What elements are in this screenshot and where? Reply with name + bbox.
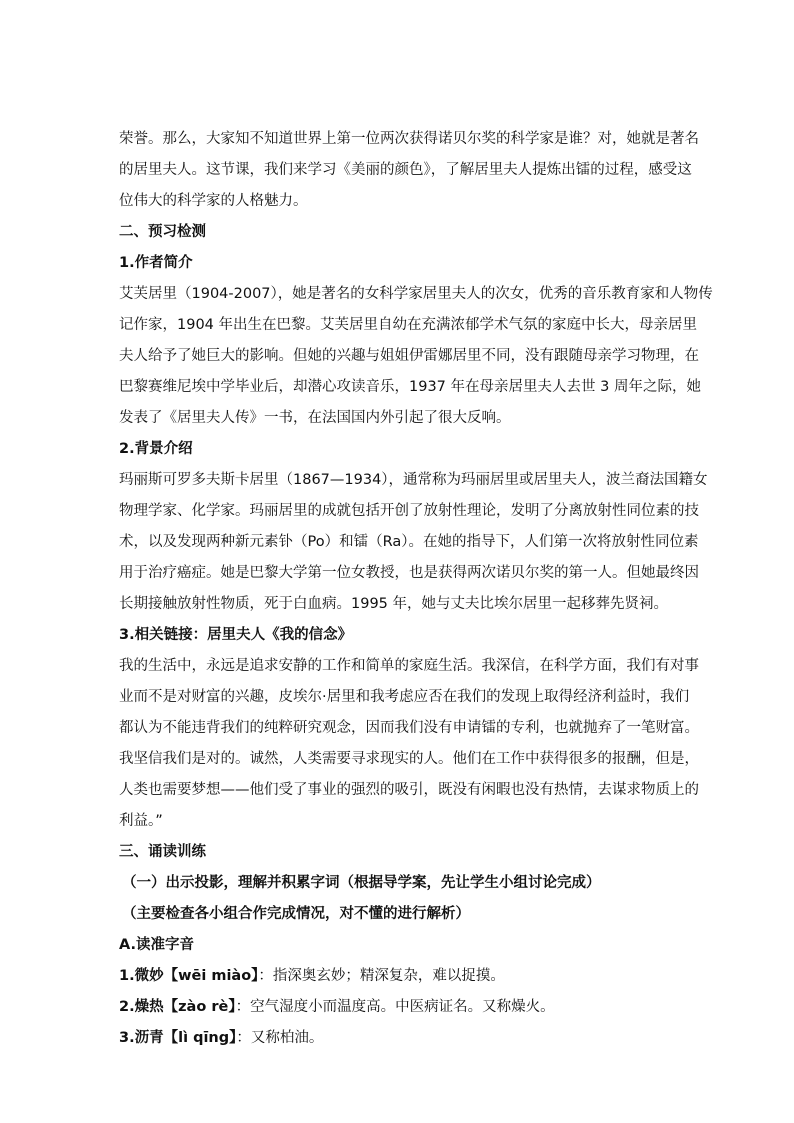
background-line: 长期接触放射性物质，死于白血病。1995 年，她与丈夫比埃尔居里一起移葬先贤祠。 bbox=[119, 596, 669, 612]
author-line: 巴黎赛维尼埃中学毕业后，却潜心攻读音乐，1937 年在母亲居里夫人去世 3 周年之际，她 bbox=[119, 379, 701, 395]
author-line: 发表了《居里夫人传》一书，在法国国内外引起了很大反响。 bbox=[119, 410, 511, 426]
intro-line: 荣誉。那么，大家知不知道世界上第一位两次获得诺贝尔奖的科学家是谁？对，她就是著名 bbox=[119, 131, 699, 147]
link-line: 业而不是对财富的兴趣，皮埃尔·居里和我考虑应否在我们的发现上取得经济利益时，我们 bbox=[119, 689, 690, 705]
subsection-heading: 3.相关链接：居里夫人《我的信念》 bbox=[119, 627, 353, 643]
author-line: 艾芙居里（1904-2007），她是著名的女科学家居里夫人的次女，优秀的音乐教育家和人物传 bbox=[119, 286, 713, 302]
vocab-item bbox=[119, 961, 689, 992]
step-note: （主要检查各小组合作完成情况，对不懂的进行解析） bbox=[122, 906, 470, 922]
background-line: 术，以及发现两种新元素钋（Po）和镭（Ra）。在她的指导下，人们第一次将放射性同位素 bbox=[119, 534, 699, 550]
vocab-item bbox=[119, 992, 689, 1023]
subsection-heading: 2.背景介绍 bbox=[119, 441, 193, 457]
vocab-word: 3.沥青【lì qīng】 bbox=[119, 1030, 237, 1046]
section-heading: 二、预习检测 bbox=[119, 224, 206, 240]
vocab-word: 1.微妙【wēi miào】 bbox=[119, 968, 259, 984]
section-heading: 三、诵读训练 bbox=[119, 844, 206, 860]
background-line: 物理学家、化学家。玛丽居里的成就包括开创了放射性理论，发明了分离放射性同位素的技 bbox=[119, 503, 699, 519]
step-heading: （一）出示投影，理解并积累字词（根据导学案，先让学生小组讨论完成） bbox=[122, 875, 601, 891]
author-line: 夫人给予了她巨大的影响。但她的兴趣与姐姐伊雷娜居里不同，没有跟随母亲学习物理，在 bbox=[119, 348, 699, 364]
background-line: 用于治疗癌症。她是巴黎大学第一位女教授，也是获得两次诺贝尔奖的第一人。但她最终因 bbox=[119, 565, 699, 581]
link-line: 我的生活中，永远是追求安静的工作和简单的家庭生活。我深信，在科学方面，我们有对事 bbox=[119, 658, 699, 674]
vocab-definition: ：空气湿度小而温度高。中医病证名。又称燥火。 bbox=[235, 999, 555, 1015]
vocab-word: 2.燥热【zào rè】 bbox=[119, 999, 236, 1015]
vocab-definition: ：指深奥玄妙；精深复杂，难以捉摸。 bbox=[258, 968, 505, 984]
vocab-definition: ：又称柏油。 bbox=[236, 1030, 324, 1046]
link-line: 人类也需要梦想——他们受了事业的强烈的吸引，既没有闲暇也没有热情，去谋求物质上的 bbox=[119, 782, 699, 798]
intro-line: 位伟大的科学家的人格魅力。 bbox=[119, 193, 308, 209]
author-line: 记作家，1904 年出生在巴黎。艾芙居里自幼在充满浓郁学术气氛的家庭中长大，母亲居里 bbox=[119, 317, 698, 333]
link-line: 利益。” bbox=[119, 813, 163, 829]
subsection-heading: A.读准字音 bbox=[119, 937, 194, 953]
vocab-item bbox=[119, 1023, 689, 1054]
link-line: 都认为不能违背我们的纯粹研究观念，因而我们没有申请镭的专利，也就抛弃了一笔财富。 bbox=[119, 720, 699, 736]
document-page bbox=[119, 124, 713, 1054]
intro-line: 的居里夫人。这节课，我们来学习《美丽的颜色》，了解居里夫人提炼出镭的过程，感受这 bbox=[119, 162, 692, 178]
background-line: 玛丽斯可罗多夫斯卡居里（1867—1934），通常称为玛丽居里或居里夫人，波兰裔法国籍女 bbox=[119, 472, 708, 488]
link-line: 我坚信我们是对的。诚然，人类需要寻求现实的人。他们在工作中获得很多的报酬，但是， bbox=[119, 751, 699, 767]
subsection-heading: 1.作者简介 bbox=[119, 255, 193, 271]
